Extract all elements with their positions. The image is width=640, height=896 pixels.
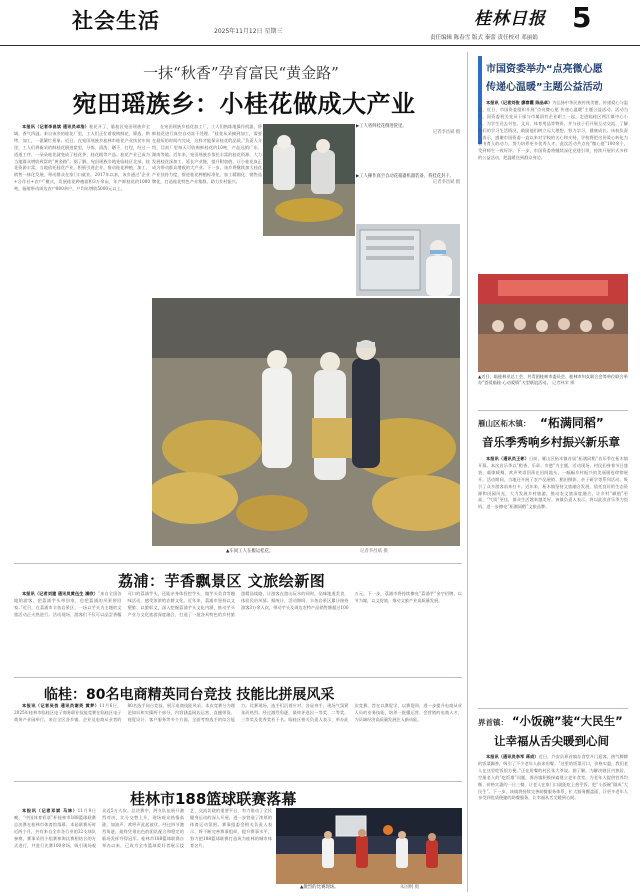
- masthead: [0, 0, 640, 46]
- right-top-photo-image: [478, 274, 628, 372]
- lead-photo-credit-2: 记者李昌斌 摄: [432, 180, 460, 185]
- basket-headline: 桂林市188篮球联赛落幕: [130, 790, 297, 808]
- right-bot-headline-1: “小饭碗”装“大民生”: [512, 714, 623, 728]
- lead-headline: 宛田瑶族乡：小桂花做成大产业: [72, 90, 416, 118]
- lead-photo-caption-2-block: [356, 174, 460, 226]
- right-top-byline: 本报讯（记者刘俊 廖春霞 陈品卓）: [486, 100, 553, 105]
- lead-text-column-1: [14, 124, 150, 604]
- lead-body-1: 桂花开了，临桂区宛田瑶族乡全域，香气四溢。来自该乡的桂花厂里，工人们正忙着收购鲜花、筛选、烘烤、加工，一派繁忙景象。近日，在宛田瑶族乡桂林市桂花产业扶贫车间里，工人们将新采的鲜桂花倒进筐里，分拣、清洗、晒干、打包，经过一道道工序，一朵朵桂花就变成了桂花茶、桂花糕等产品。桂花产业已成为当地群众增收致富的“黄金路”。据了解，宛田瑶族乡地处临桂区北部，桂花资源丰富，当地依托桂花产业，积极引进企业，推动桂花种植、加工、销售一体化发展，带动群众在家门口就业。2017年以来，该乡通过“企业+合作社+农户”模式，发展桂花种植面积3万余亩，年产鲜桂花约1000吨，辐射带动周边农户800余户，户均年增收5000元以上。: [14, 124, 150, 192]
- basket-photo: [276, 808, 462, 884]
- lead-photo-warehouse-image: [152, 298, 460, 546]
- lead-byline: 本报讯（记者李昌斌 通讯员卓浩）: [22, 124, 90, 129]
- basket-photo-credit: 朱国纲 摄: [400, 885, 419, 890]
- right-bot-body: 近日，兴安县界首镇办食堂开门迎客，热气腾腾的饭菜飘香，吸引了不少老年人前来用餐。“这里的饭菜可口，价格实惠，我们老人在这里吃饭很方便。”正在用餐的村民张大爷说。据了解，为解决辖区内独居、空巢老人的“吃饭难”问题，界首镇积极探索建立老年食堂，为老年人提供营养均衡、价格实惠的一日三餐，让老人在家门口就能吃上热乎饭，把“小饭碗”做成“大民生”。下一步，该镇将持续完善助餐服务体系，扩大服务覆盖面，让更多老年人享受到优质便捷的助餐服务，让幸福从舌尖暖到心间。: [478, 754, 628, 801]
- lead-photo-workers-image: [263, 124, 355, 236]
- issue-date: 2025年11月12日 星期三: [214, 28, 283, 35]
- lingui-byline: 本报讯（记者吴畏 通讯员谢英 黄梦）: [22, 703, 100, 708]
- lipu-text: [14, 591, 462, 673]
- basket-photo-image: [276, 808, 462, 884]
- basket-byline: 本报讯（记者邓斌 马林）: [22, 808, 78, 813]
- divider-lingui-top: [14, 677, 462, 678]
- lead-photo-warehouse: [152, 298, 460, 546]
- column-divider: [467, 52, 468, 892]
- right-top-photo-credit: 记者林荣 摄: [552, 379, 575, 385]
- divider-right-mid: [478, 410, 628, 411]
- lead-photo-caption-3: ▲车间工人在搬运桂花。: [226, 549, 274, 554]
- lead-photo-caption-1-block: [356, 124, 460, 176]
- right-mid-byline: 本报讯（通讯员王彬）: [486, 456, 529, 461]
- right-bot-text: [478, 754, 628, 892]
- right-bot-headline-2: 让幸福从舌尖暖到心间: [494, 734, 609, 748]
- right-top-text: [478, 100, 628, 270]
- right-mid-text: [478, 456, 628, 704]
- lead-photo-workers: [263, 124, 355, 236]
- divider-lipu-top: [14, 563, 462, 564]
- right-top-headline-1: 市国资委举办“点亮微心愿: [486, 64, 603, 75]
- lingui-body: 11月6日，2025年桂林市临桂区电子商务职业技能竞赛在临桂区电子商务产业园举行，来自全区各乡镇、企业及电商从业者的80名选手同台竞技，展示电商技能风采。本次竞赛分为理论知识和实操两个部分，内容涵盖网店运营、直播带货、视觉设计、客户服务等多个方面，全面考察选手的综合能力。比赛现场，选手们沉着应对，各显身手，现场气氛紧张而热烈。经过激烈角逐，最终评选出一等奖、二等奖、三等奖及优秀奖若干名。临桂区相关负责人表示，举办此次竞赛，旨在以赛促学、以赛促训，进一步提升电商从业人员的业务技能，培养一批懂运营、会营销的电商人才，为县域经济高质量发展注入新动能。: [14, 703, 462, 722]
- lingui-headline: 临桂：80名电商精英同台竞技 技能比拼展风采: [44, 687, 335, 703]
- section-name: 社会生活: [72, 9, 160, 33]
- lead-photo-vacuum: [356, 224, 460, 296]
- lipu-byline: 本报讯（记者刘建 通讯员黄伍生 潘欣）: [22, 591, 98, 596]
- lead-text-column-2: [152, 124, 262, 296]
- lingui-text: [14, 703, 462, 777]
- right-top-body: 为弘扬中华民族传统美德，传递爱心与温暖，近日，市国资委组织开展“点亮微心愿 传递心温暖”主题公益活动。活动当天，国资委机关党员干部与市属国有企业职工一起，走进临桂区两江镇中心小学，为学生送去书包、文具、体育用品等物资，并与孩子们开展互动交流，了解他们的学习生活情况，鼓励他们树立远大理想，努力学习，健康成长。该校负责人表示，感谢市国资委一直以来对学校的关心和支持，学校将把这份爱心转化为教书育人的动力，努力培养更多优秀人才。此次活动共点亮“微心愿”100余个，受到师生一致好评。下一步，市国资委将继续深化党建引领，持续开展形式多样的公益活动，把温暖送到群众身边。: [478, 100, 628, 161]
- right-mid-subtitle: 雁山区柘木镇：: [478, 419, 531, 428]
- lipu-body: “来自全国各地的游客，把荔浦芋头带回家，也把荔浦的风景带回家。”近日，在荔浦市丰鱼岩景区，一场以芋头为主题的文旅活动正火热进行。活动现场，游客们不仅可以品尝香糯可口的荔浦芋头，还能亲身体验挖芋头、做芋头美食等趣味活动，感受浓浓的农耕文化。近年来，荔浦市坚持以文塑旅、以旅彰文，深入挖掘荔浦芋头文化内涵，推动芋头产业与文化旅游深度融合，打造了一批各具特色的乡村旅游精品线路，让游客在游山玩水的同时，品味地道美食，体验民俗风情。据统计，活动期间，丰鱼岩景区累计接待游客3万余人次，带动芋头及周边农特产品销售额超过100万元。下一步，荔浦市将持续擦亮“荔浦芋”金字招牌，以节为媒，以文促旅，推动文旅产业高质量发展。: [14, 591, 462, 617]
- lead-photo-caption-1: ▶工人将鲜桂花倒进筐里。: [356, 124, 407, 129]
- right-top-photo-caption-text: ▲近日，临桂林业总工会、共青团桂林市委员会、桂林市妇女联合会等单位联合举办“荟爱临桂·心动爱情”大型联谊活动。: [478, 374, 628, 385]
- right-top-photo-caption: [478, 374, 628, 408]
- lead-photo-vacuum-image: [356, 224, 460, 296]
- right-mid-body: 日前，雁山区柘木镇首届“柘满同稻”音乐季在柘木镇开幕。本次音乐季以“稻香、乐章、乡愁”为主题，活动现场，村民们身着节日盛装，载歌载舞，欢声笑语回荡在田间地头，一幅幅乡村振兴的美丽画卷徐徐展开。活动期间，当地还开展了农产品展销、稻田摄影、亲子研学等系列活动，吸引了众多游客前来打卡。近年来，柘木镇坚持文旅融合发展，依托良好的生态资源和田园风光，大力发展乡村旅游，推动农文旅深度融合，让乡村“颜值”更高、“气质”更佳，群众生活越来越美好。该镇负责人表示，将以此次音乐季为契机，进一步擦亮“柘满同稻”文旅品牌。: [478, 456, 628, 510]
- right-top-headline-2: 传递心温暖”主题公益活动: [486, 82, 603, 93]
- lipu-headline: 荔浦：芋香飘景区 文旅绘新图: [118, 572, 326, 590]
- lead-body-2: 在宛田瑶族乡桂花加工厂，工人们熟练地操作机器，将鲜桂花进行真空自动冻干处理。“桂花从采摘到加工，需要在最短的时间内完成，这样才能保证桂花的品质。”负责人介绍，目前厂里每天可收购鲜桂花约10吨，产品远销广东、湖南等地。近年来，宛田瑶族乡依托丰富的桂花资源，大力发展桂花深加工，延长产业链，提升附加值，让小桂花真正成为带动群众增收的大产业。下一步，该乡将继续加大桂花产业扶持力度，推进桂花种植标准化、加工精细化、销售品牌化，打造桂花特色产业集群，助力乡村振兴。: [152, 124, 262, 185]
- right-bot-byline: 本报讯（通讯员李军 蒋成）: [486, 754, 539, 759]
- editor-credits: 责任编辑 陈春雪 版式 秦蕾 责任校对 邓丽娟: [430, 35, 538, 41]
- divider-basket-top: [14, 781, 462, 782]
- basket-photo-caption: ▲激烈的比赛现场。: [300, 885, 339, 890]
- basket-body: 11月9日晚，“中国体育彩票”杯桂林市188篮球联赛总决赛在桂林市体育馆落幕。本届联赛历时近两个月，共有来自全市各行业的32支球队参赛，赛事采用小组赛和淘汰赛相结合的方式进行，共进行比赛100余场，吸引现场观众近5万人次。总决赛中，两支队伍展开激烈对决，比分交替上升，现场观众热情高涨，加油声、欢呼声此起彼伏。经过四节激烈角逐，最终凭借出色的团队配合和稳定的临场发挥夺得冠军。桂林市188篮球联赛自举办以来，已成为全市篮球爱好者展示技艺、交流切磋的重要平台，有力推动了全民健身运动的深入开展，进一步营造了浓厚的体育运动氛围。赛事组委会相关负责人表示，将不断完善赛事组织，提升赛事水平，努力把188篮球联赛打造成为桂林的城市体育名片。: [14, 808, 272, 848]
- lead-photo-credit-1: 记者李昌斌 摄: [432, 130, 460, 135]
- basket-text: [14, 808, 272, 892]
- page-number: 5: [572, 1, 592, 34]
- right-mid-headline-2: 音乐季秀响乡村振兴新乐章: [482, 435, 620, 449]
- newspaper-logo: 桂林日报: [474, 9, 546, 29]
- right-top-photo: [478, 274, 628, 372]
- lead-photo-caption-2: ▶工人操作真空自动花箱器机器装备，将桂花封干。: [356, 174, 454, 179]
- right-mid-headline-1: “柘满同稻”: [540, 416, 604, 430]
- lead-kicker: 一抹“秋香”孕育富民“黄金路”: [143, 64, 339, 82]
- right-bot-subtitle: 界首镇：: [478, 718, 508, 727]
- divider-right-bot: [478, 708, 628, 709]
- lead-photo-credit-3: 记者李昌斌 摄: [360, 549, 388, 554]
